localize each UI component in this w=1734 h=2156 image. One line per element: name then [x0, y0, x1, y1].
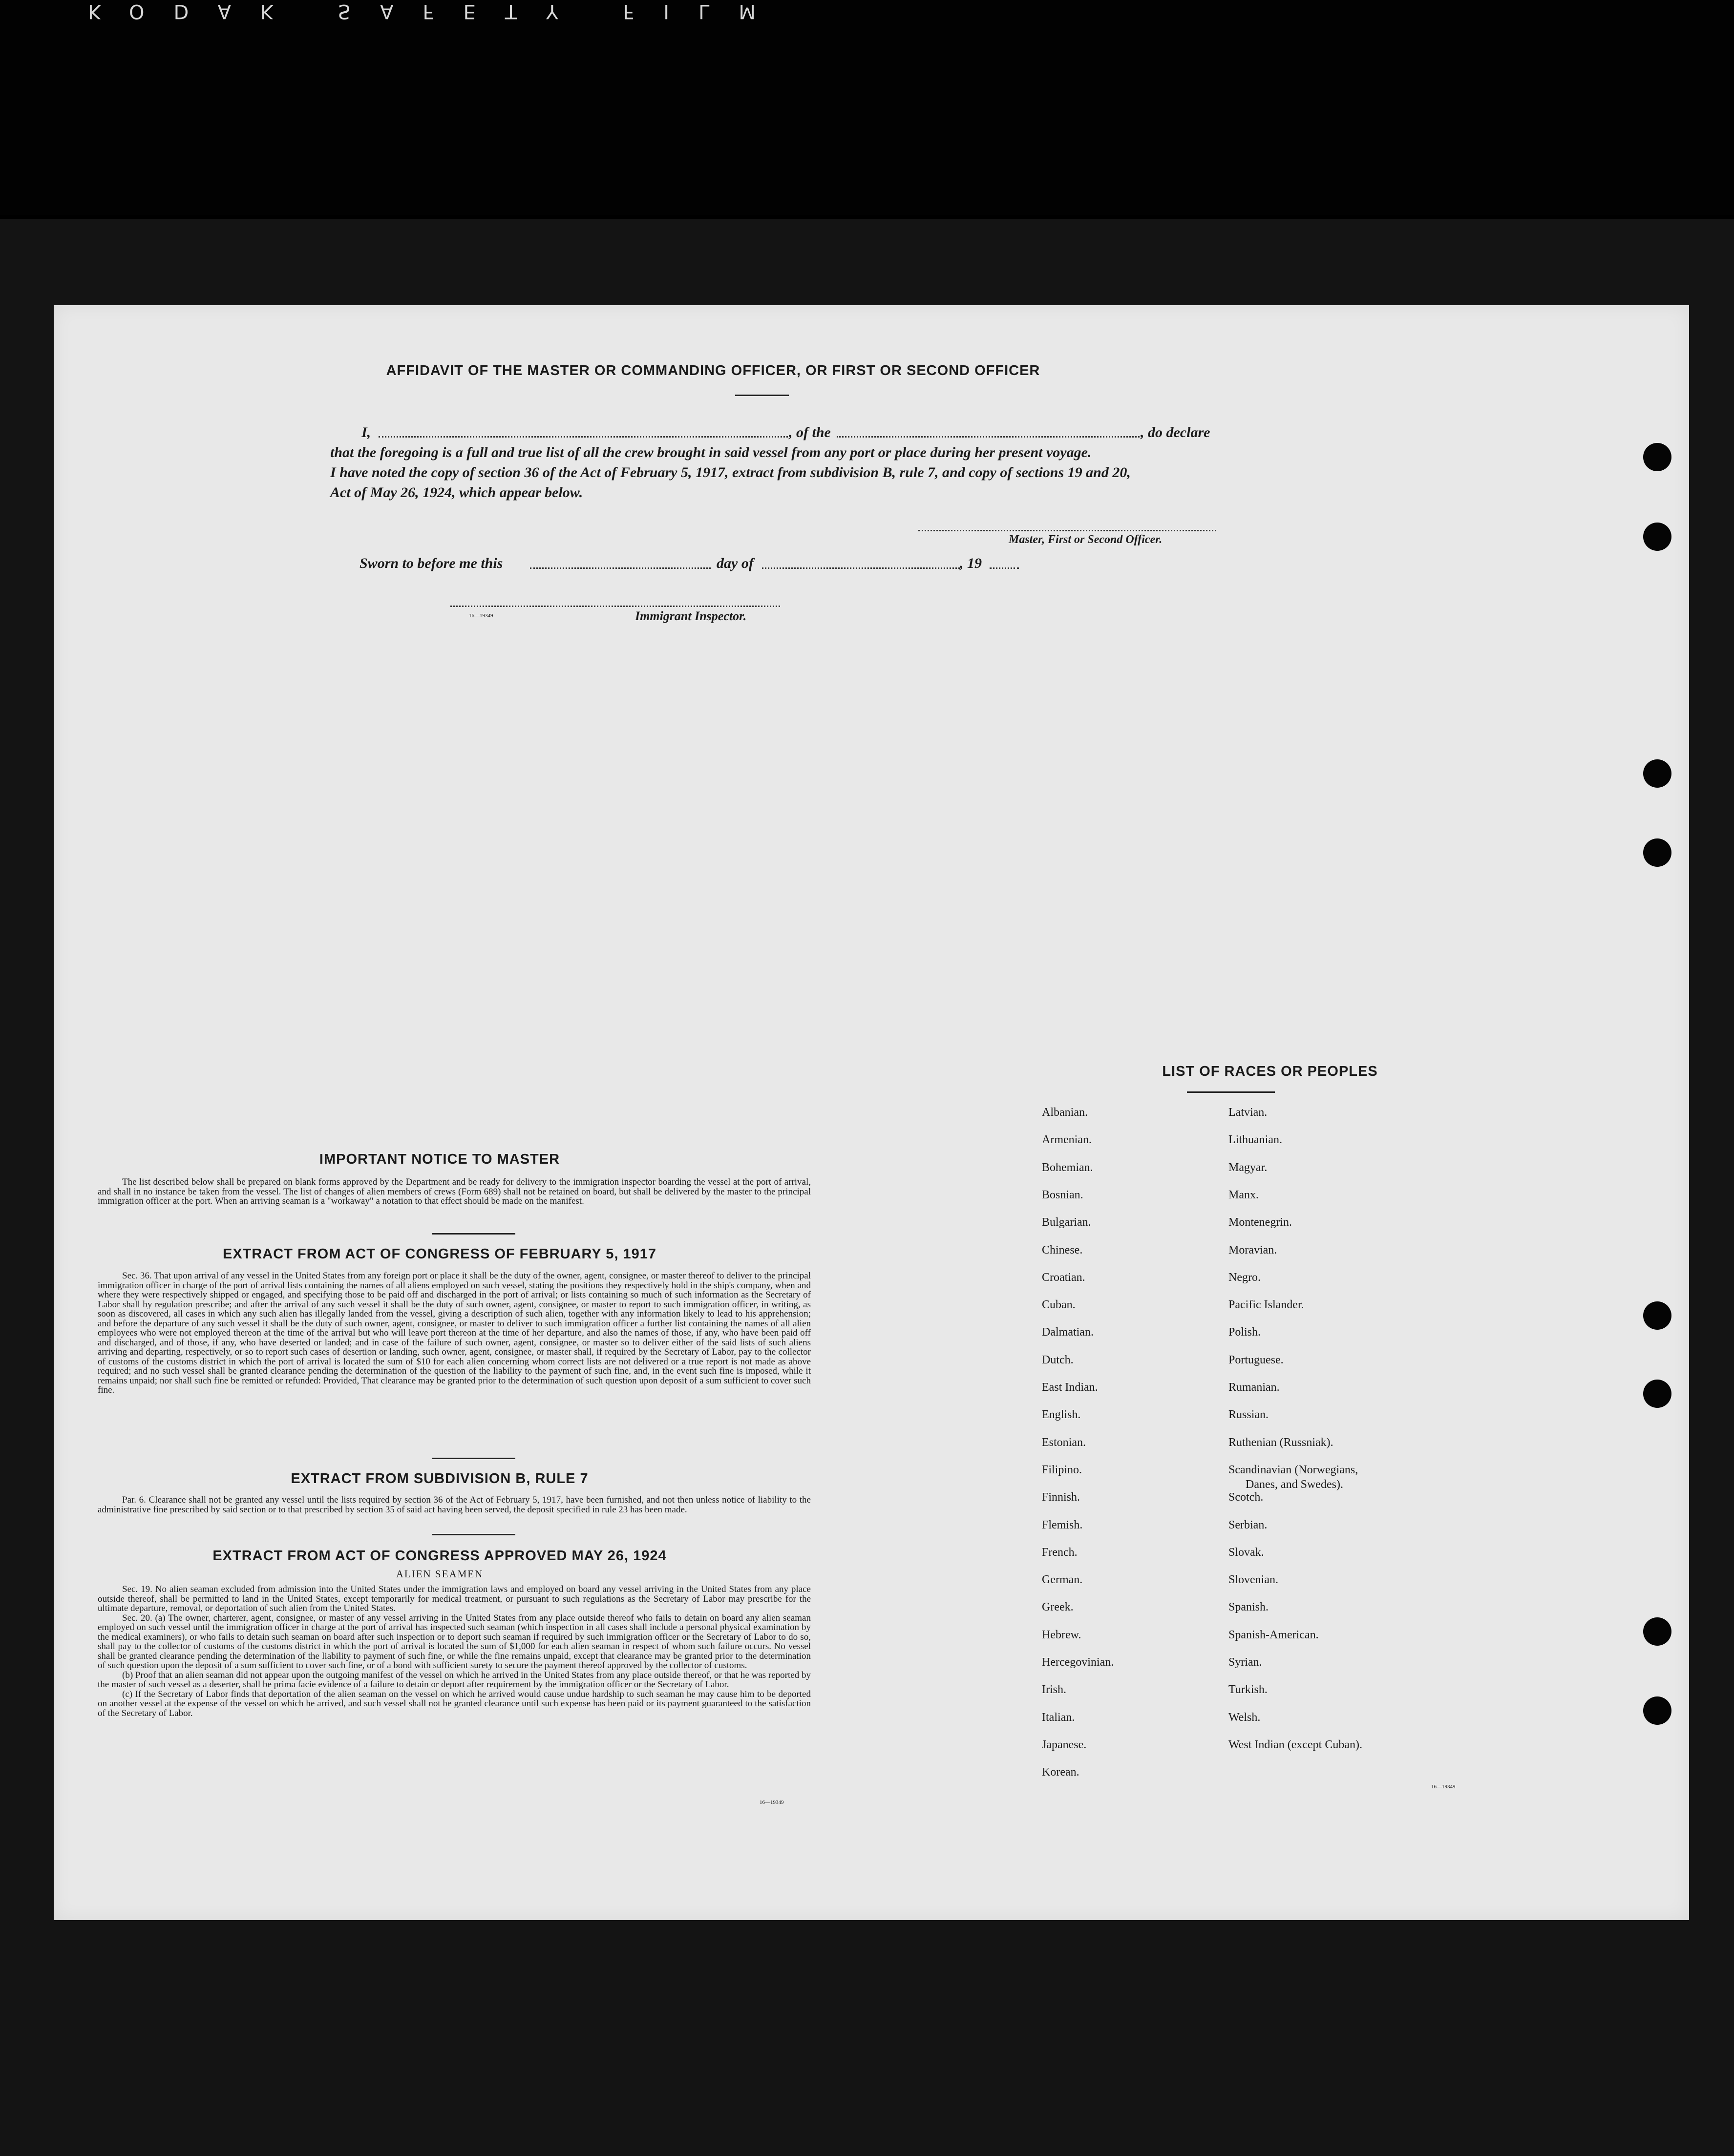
- race-item: Ruthenian (Russniak).: [1228, 1436, 1333, 1449]
- race-item: Cuban.: [1042, 1298, 1076, 1312]
- race-item: French.: [1042, 1546, 1078, 1559]
- race-item: Filipino.: [1042, 1463, 1082, 1476]
- race-item: Turkish.: [1228, 1683, 1268, 1696]
- race-item: Armenian.: [1042, 1133, 1092, 1147]
- race-item: Croatian.: [1042, 1271, 1085, 1284]
- race-item: Korean.: [1042, 1766, 1079, 1779]
- year-label: , 19: [960, 555, 982, 571]
- race-item: East Indian.: [1042, 1381, 1098, 1394]
- vessel-blank-line: [837, 436, 1140, 438]
- document-page: [54, 305, 1689, 1920]
- sworn-day-line: [530, 567, 711, 569]
- race-item: Magyar.: [1228, 1161, 1268, 1174]
- affidavit-line-2: I have noted the copy of section 36 of the Act of February 5, 1917, extract from subdivision B, rule 7, and copy of sections 19 and 20,: [330, 464, 1131, 481]
- punch-hole: [1643, 838, 1671, 867]
- race-item: Serbian.: [1228, 1518, 1268, 1531]
- form-number: 16—19349: [1431, 1784, 1456, 1790]
- year-blank-line: [990, 567, 1019, 569]
- extract-1917-title: EXTRACT FROM ACT OF CONGRESS OF FEBRUARY 5, 1917: [222, 1246, 657, 1262]
- section-20c-text: (c) If the Secretary of Labor finds that deportation of the alien seaman on the vessel on which he arrived would cause undue hardship to such seaman he may cause him to be deported on another vessel at the expense of the vessel on which he arrived, and such vessel shall not be granted clearance until such expense has been paid or its payment guaranteed to the satisfaction of the Secretary of Labor.: [98, 1689, 811, 1718]
- race-item: Slovak.: [1228, 1546, 1264, 1559]
- name-blank-line: [379, 436, 788, 438]
- race-item: Scandinavian (Norwegians,: [1228, 1463, 1358, 1476]
- race-item: Spanish.: [1228, 1601, 1269, 1614]
- race-item: Russian.: [1228, 1408, 1269, 1422]
- race-item: Latvian.: [1228, 1106, 1268, 1119]
- notice-title: IMPORTANT NOTICE TO MASTER: [319, 1151, 560, 1167]
- sworn-label: Sworn to before me this: [359, 555, 503, 571]
- rule7-text: Par. 6. Clearance shall not be granted any vessel until the lists required by section 36 of the Act of February 5, 1917, have been furnished, and not then unless notice of liability to the administrative fine prescribed by said section or to that prescribed by section 35 of said act having been served, the deposit specified in rule 23 has been made.: [98, 1495, 811, 1515]
- film-edge-text: KODAK SAFETY FILM: [88, 0, 785, 22]
- punch-hole: [1643, 1380, 1671, 1408]
- extract-1924-title: EXTRACT FROM ACT OF CONGRESS APPROVED MAY 26, 1924: [212, 1548, 667, 1564]
- race-item: Moravian.: [1228, 1243, 1277, 1256]
- divider: [735, 395, 789, 396]
- form-number: 16—19349: [760, 1800, 784, 1805]
- race-item: Bohemian.: [1042, 1161, 1093, 1174]
- race-item: German.: [1042, 1573, 1083, 1587]
- race-item: Manx.: [1228, 1188, 1259, 1201]
- master-signature-label: Master, First or Second Officer.: [1009, 533, 1163, 546]
- form-number: 16—19349: [469, 613, 493, 619]
- race-item: Rumanian.: [1228, 1381, 1280, 1394]
- race-item: Chinese.: [1042, 1243, 1083, 1256]
- month-blank-line: [762, 567, 960, 569]
- notice-text: The list described below shall be prepared on blank forms approved by the Department and be ready for delivery to the immigration inspector boarding the vessel at the port of arrival, and shall in no instance be taken from the vessel. The list of changes of alien members of crews (Form 689) shall not be retained on board, but shall be delivered by the master to the principal immigration officer at the port. When an arriving seaman is a "workaway" a notation to that effect should be made on the manifest.: [98, 1177, 811, 1206]
- affidavit-line-3: Act of May 26, 1924, which appear below.: [330, 484, 583, 501]
- divider: [432, 1458, 515, 1459]
- race-item: Japanese.: [1042, 1738, 1087, 1751]
- divider: [432, 1233, 515, 1235]
- race-item: Dalmatian.: [1042, 1326, 1094, 1339]
- punch-hole: [1643, 523, 1671, 551]
- affidavit-i-label: I,: [361, 424, 371, 440]
- extract-1917-text: Sec. 36. That upon arrival of any vessel in the United States from any foreign port or place it shall be the duty of the owner, agent, consignee, or master thereof to deliver to the principal immigration officer in charge of the port of arrival lists containing the names of all aliens employed on such vessel, stating the positions they respectively hold in the ship's company, when and where they were respectively shipped or engaged, and specifying those to be paid off and discharged in the port of arrival; or lists containing so much of such information as the Secretary of Labor shall by regulation prescribe; and after the arrival of any such vessel it shall be the duty of such owner, agent, consignee, or master to report to such immigration officer, in writing, as soon as discovered, all cases in which any such alien has illegally landed from the vessel, giving a description of such alien, together with any information likely to lead to his apprehension; and before the departure of any such vessel it shall be the duty of such owner, agent, consignee, or master to deliver to such immigration officer a further list containing the names of all alien employees who were not employed thereon at the time of the arrival but who will leave port thereon at the time of her departure, and also the names of those, if any, who have been paid off and discharged, and of those, if any, who have deserted or landed; and in case of the failure of such owner, agent, consignee, or master so to deliver either of the said lists of such aliens arriving and departing, respectively, or so to report such cases of desertion or landing, such owner, agent, consignee, or master shall, if required by the Secretary of Labor, pay to the collector of customs of the customs district in which the port of arrival is located the sum of $10 for each alien concerning whom correct lists are not delivered or a true report is not made as above required; and no such vessel shall be granted clearance pending the determination of the question of the liability to the payment of such fine, and, in the event such fine is imposed, while it remains unpaid; nor shall such fine be remitted or refunded: Provided, That clearance may be granted prior to the determination of such question upon deposit of a sum sufficient to cover such fine.: [98, 1271, 811, 1395]
- race-item: Polish.: [1228, 1326, 1261, 1339]
- race-item: Hercegovinian.: [1042, 1656, 1114, 1669]
- punch-hole: [1643, 1301, 1671, 1330]
- race-item: Bulgarian.: [1042, 1216, 1091, 1229]
- race-item: Slovenian.: [1228, 1573, 1278, 1587]
- affidavit-do-declare: , do declare: [1141, 424, 1210, 440]
- punch-hole: [1643, 759, 1671, 788]
- race-item: Greek.: [1042, 1601, 1074, 1614]
- section-20b-text: (b) Proof that an alien seaman did not appear upon the outgoing manifest of the vessel on which he arrived in the United States from any place outside thereof, or that he was reported by the master of such vessel as a deserter, shall be prima facie evidence of a failure to detain or deport after requirement by the immigration officer or the Secretary of Labor.: [98, 1670, 811, 1690]
- race-item: Montenegrin.: [1228, 1216, 1292, 1229]
- rule7-title: EXTRACT FROM SUBDIVISION B, RULE 7: [291, 1471, 589, 1486]
- race-item: Finnish.: [1042, 1491, 1080, 1504]
- section-20a-text: Sec. 20. (a) The owner, charterer, agent, consignee, or master of any vessel arriving in the United States from any place outside thereof who fails to detain on board any alien seaman employed on such vessel until the immigration officer in charge at the port of arrival has inspected such seaman (which inspection in all cases shall include a personal physical examination by the medical examiners), or who fails to detain such seaman on board after such inspection or to deport such seaman if required by such immigration officer or the Secretary of Labor to do so, shall pay to the collector of customs of the customs district in which the port of arrival is located the sum of $1,000 for each alien seaman in respect of whom such failure occurs. No vessel shall be granted clearance pending the determination of the liability to payment of such fine, or while the fine remains unpaid, except that clearance may be granted prior to the determination of such question upon the deposit of a sum sufficient to cover such fine, or of a bond with sufficient surety to secure the payment thereof approved by the collector of customs.: [98, 1612, 811, 1671]
- race-item: Negro.: [1228, 1271, 1261, 1284]
- inspector-label: Immigrant Inspector.: [635, 609, 747, 623]
- race-item: Lithuanian.: [1228, 1133, 1282, 1147]
- divider: [432, 1534, 515, 1535]
- race-item: Dutch.: [1042, 1353, 1074, 1366]
- race-item: English.: [1042, 1408, 1081, 1422]
- race-item: West Indian (except Cuban).: [1228, 1738, 1362, 1751]
- divider: [1187, 1091, 1275, 1093]
- race-item: Italian.: [1042, 1711, 1075, 1724]
- race-item: Danes, and Swedes).: [1246, 1478, 1343, 1491]
- punch-hole: [1643, 1617, 1671, 1646]
- race-item: Irish.: [1042, 1683, 1066, 1696]
- races-title: LIST OF RACES OR PEOPLES: [1162, 1064, 1378, 1079]
- race-item: Estonian.: [1042, 1436, 1086, 1449]
- extract-1924-subtitle: ALIEN SEAMEN: [396, 1568, 484, 1580]
- punch-hole: [1643, 443, 1671, 471]
- race-item: Syrian.: [1228, 1656, 1262, 1669]
- race-item: Hebrew.: [1042, 1628, 1081, 1641]
- section-19-text: Sec. 19. No alien seaman excluded from admission into the United States under the immigration laws and employed on board any vessel arriving in the United States from any place outside thereof, shall be permitted to land in the United States, except temporarily for medical treatment, or pursuant to such regulations as the Secretary of Labor may prescribe for the ultimate departure, removal, or deportation of such alien from the United States.: [98, 1584, 811, 1613]
- race-item: Welsh.: [1228, 1711, 1261, 1724]
- day-of-label: day of: [717, 555, 754, 571]
- film-edge: [0, 0, 1734, 215]
- race-item: Spanish-American.: [1228, 1628, 1319, 1641]
- affidavit-of-the-label: , of the: [789, 424, 831, 440]
- master-signature-line: [918, 530, 1216, 531]
- race-item: Flemish.: [1042, 1518, 1083, 1531]
- race-item: Albanian.: [1042, 1106, 1088, 1119]
- inspector-signature-line: [450, 606, 780, 607]
- race-item: Portuguese.: [1228, 1353, 1284, 1366]
- extract-1924-body: [98, 1585, 811, 1718]
- punch-hole: [1643, 1696, 1671, 1725]
- race-item: Pacific Islander.: [1228, 1298, 1304, 1312]
- race-item: Bosnian.: [1042, 1188, 1083, 1201]
- affidavit-line-1: that the foregoing is a full and true list of all the crew brought in said vessel from any port or place during her present voyage.: [330, 444, 1092, 461]
- affidavit-title: AFFIDAVIT OF THE MASTER OR COMMANDING OFFICER, OR FIRST OR SECOND OFFICER: [386, 363, 1040, 378]
- race-item: Scotch.: [1228, 1491, 1264, 1504]
